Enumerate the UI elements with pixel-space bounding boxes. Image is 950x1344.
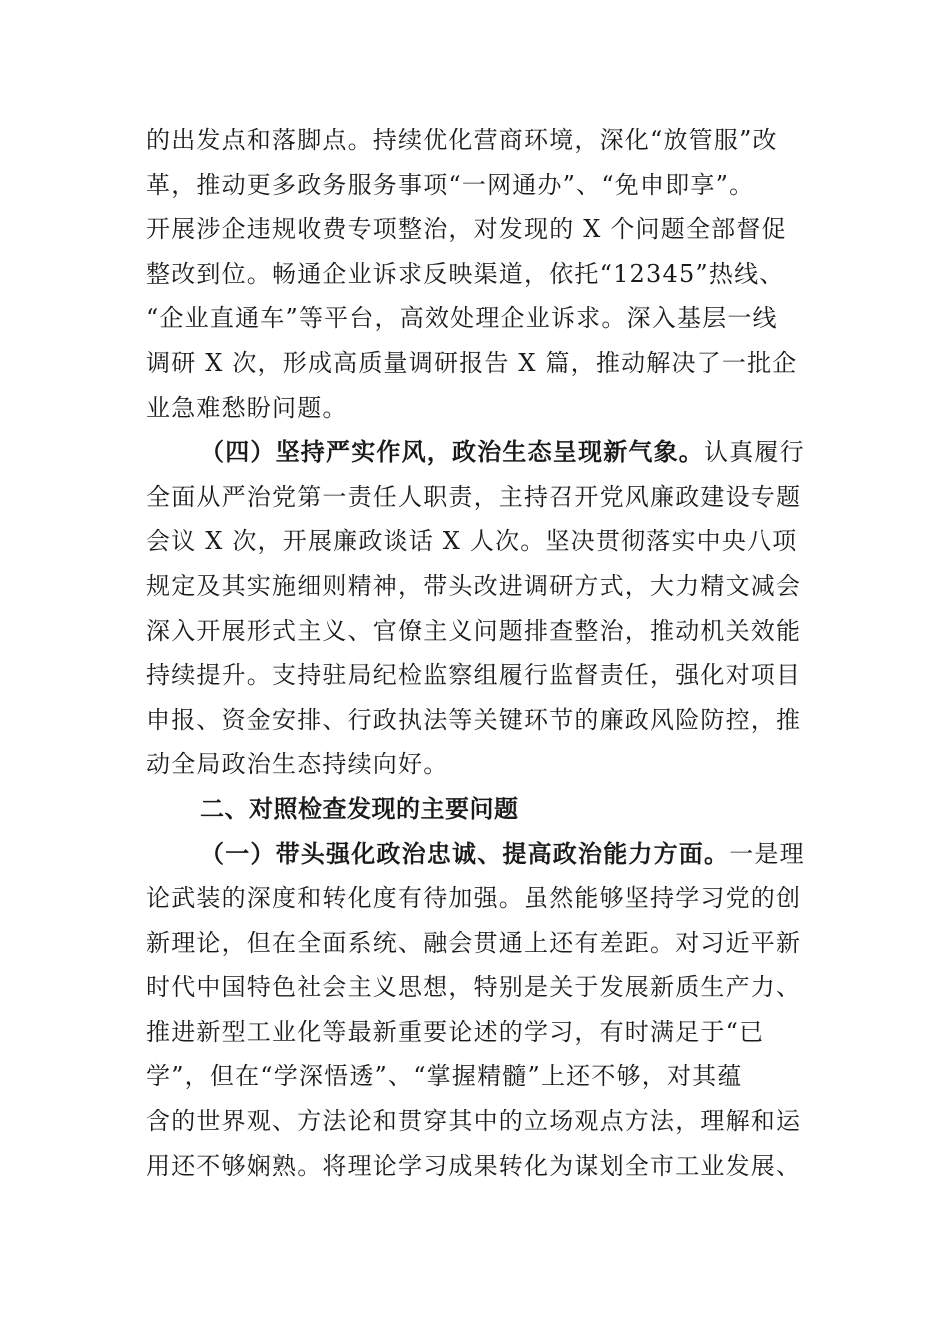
text-line: 调研 X 次，形成高质量调研报告 X 篇，推动解决了一批企 <box>146 348 798 377</box>
section-a-first-line <box>146 832 806 877</box>
text-line: 学”，但在“学深悟透”、“掌握精髓”上还不够，对其蕴 <box>146 1062 743 1091</box>
text-line: 革，推动更多政务服务事项“一网通办”、“免申即享”。 <box>146 170 755 199</box>
text-line: 整改到位。畅通企业诉求反映渠道，依托“12345”热线、 <box>146 259 785 288</box>
text-line: 动全局政治生态持续向好。 <box>146 750 449 779</box>
text-line: “企业直通车”等平台，高效处理企业诉求。深入基层一线 <box>146 304 778 333</box>
text-line: 业急难愁盼问题。 <box>146 393 348 422</box>
text-line: 用还不够娴熟。将理论学习成果转化为谋划全市工业发展、 <box>146 1151 802 1180</box>
text-line: 申报、资金安排、行政执法等关键环节的廉政风险防控，推 <box>146 705 802 734</box>
section-a-lead: （一）带头强化政治忠诚、提高政治能力方面。 <box>200 838 730 868</box>
text-line: 推进新型工业化等最新重要论述的学习，有时满足于“已 <box>146 1017 765 1046</box>
text-line: 持续提升。支持驻局纪检监察组履行监督责任，强化对项目 <box>146 661 802 690</box>
text-line: 的出发点和落脚点。持续优化营商环境，深化“放管服”改 <box>146 126 778 154</box>
text-line: 含的世界观、方法论和贯穿其中的立场观点方法，理解和运 <box>146 1107 802 1136</box>
text-line: 规定及其实施细则精神，带头改进调研方式，大力精文减会 <box>146 571 802 600</box>
text-line: 会议 X 次，开展廉政谈话 X 人次。坚决贯彻落实中央八项 <box>146 527 798 556</box>
section-4-first-line <box>146 430 806 475</box>
section-4-lead-rest: 认真履行 <box>704 438 805 467</box>
text-line: 时代中国特色社会主义思想，特别是关于发展新质生产力、 <box>146 973 802 1002</box>
text-line: 开展涉企违规收费专项整治，对发现的 X 个问题全部督促 <box>146 215 787 244</box>
text-line: 深入开展形式主义、官僚主义问题排查整治，推动机关效能 <box>146 616 802 645</box>
text-line: 全面从严治党第一责任人职责，主持召开党风廉政建设专题 <box>146 482 802 511</box>
section-heading: 二、对照检查发现的主要问题 <box>200 794 519 823</box>
text-line: 论武装的深度和转化度有待加强。虽然能够坚持学习党的创 <box>146 884 802 913</box>
text-line: 新理论，但在全面系统、融会贯通上还有差距。对习近平新 <box>146 928 802 957</box>
section-a-lead-rest: 一是理 <box>729 839 805 868</box>
document-body <box>146 118 806 1188</box>
section-4-lead: （四）坚持严实作风，政治生态呈现新气象。 <box>200 437 704 467</box>
